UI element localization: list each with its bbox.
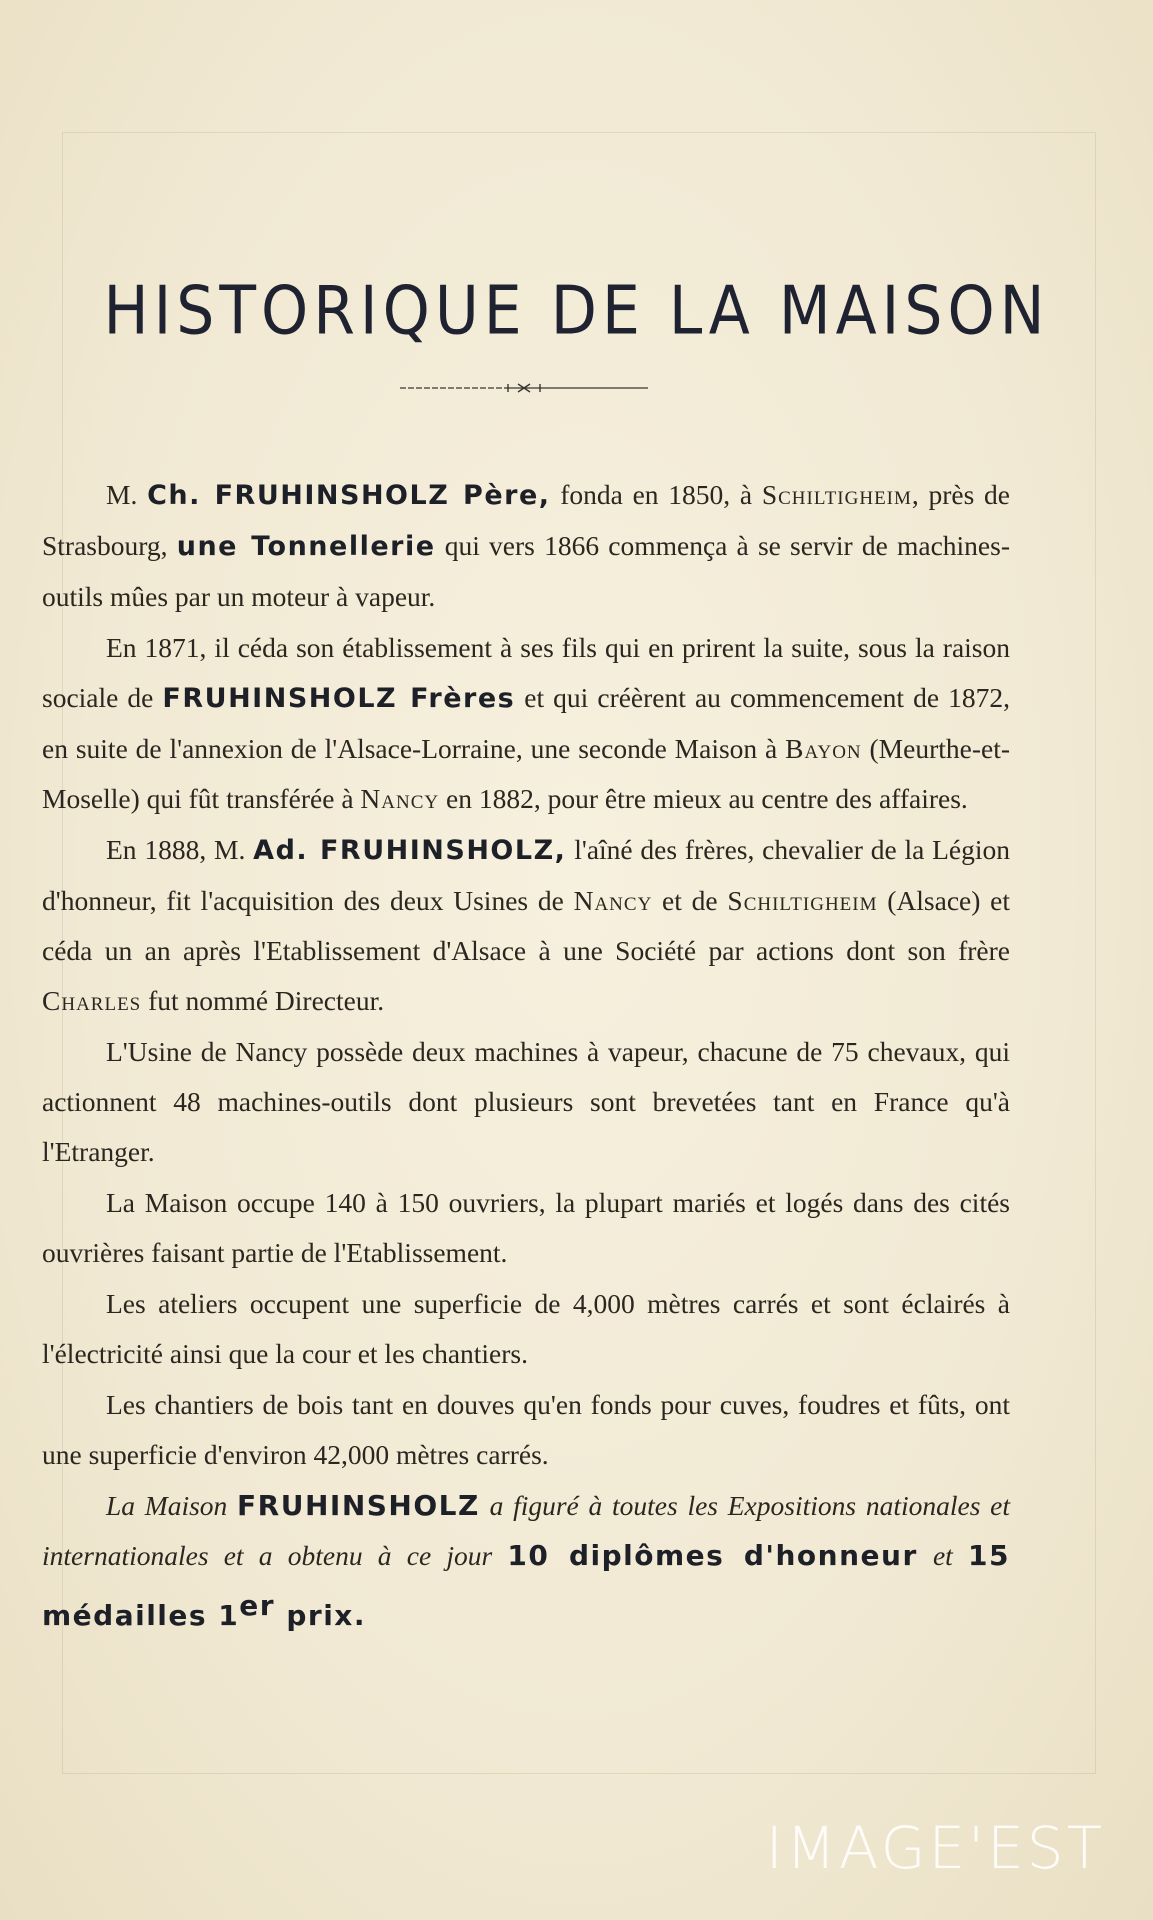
paragraph-sons — [42, 623, 1010, 824]
text-span: et — [917, 1540, 969, 1571]
paragraph-founding — [42, 470, 1010, 622]
award-suffix: prix. — [275, 1599, 367, 1633]
text-span: La Maison — [106, 1490, 238, 1521]
award-count: 15 médailles 1 — [42, 1539, 1010, 1633]
text-span: et de — [652, 885, 728, 916]
paragraph-awards — [42, 1481, 1010, 1641]
text-span: En 1871, il céda son établissement à ses fils qui en prirent la suite, sous la raison sociale de — [42, 632, 1010, 713]
award-count: 10 diplômes d'honneur — [507, 1539, 918, 1572]
paragraph-acquisition — [42, 825, 1010, 1026]
business-name: une Tonnellerie — [176, 531, 436, 562]
text-span: fonda en 1850, à — [550, 479, 762, 510]
text-span: qui vers 1866 commença à se servir de machines-outils mûes par un moteur à vapeur. — [42, 530, 1010, 612]
place-name: Bayon — [785, 733, 862, 764]
paragraph-factory: L'Usine de Nancy possède deux machines à vapeur, chacune de 75 chevaux, qui actionnent 48 machines-outils dont plusieurs sont brevetées tant en France qu'à l'Etranger. — [42, 1036, 1010, 1167]
place-name: Nancy — [573, 885, 653, 916]
person-name: Charles — [42, 985, 142, 1016]
ornament-divider — [400, 382, 648, 394]
page-title: HISTORIQUE DE LA MAISON — [103, 271, 1050, 351]
text-span: a figuré à toutes les Expositions nationales et internationales et a obtenu à ce jour — [42, 1490, 1010, 1571]
text-span: En 1888, M. — [106, 834, 254, 865]
text-span: M. — [106, 479, 148, 510]
text-span: l'aîné des frères, chevalier de la Légion d'honneur, fit l'acquisition des deux Usines de — [42, 834, 1011, 916]
paragraph-workshops: Les ateliers occupent une superficie de 4,000 mètres carrés et sont éclairés à l'électricité ainsi que la cour et les chantiers. — [42, 1288, 1010, 1369]
superscript: er — [239, 1589, 276, 1622]
paragraph-yards: Les chantiers de bois tant en douves qu'en fonds pour cuves, foudres et fûts, ont une superficie d'environ 42,000 mètres carrés. — [42, 1389, 1010, 1470]
company-name: FRUHINSHOLZ — [237, 1489, 480, 1522]
text-span: en 1882, pour être mieux au centre des affaires. — [439, 783, 968, 814]
paragraph-workers: La Maison occupe 140 à 150 ouvriers, la plupart mariés et logés dans des cités ouvrières faisant partie de l'Etablissement. — [42, 1187, 1010, 1268]
person-name: Ad. FRUHINSHOLZ, — [253, 835, 567, 866]
founder-name: Ch. FRUHINSHOLZ Père, — [147, 480, 551, 511]
place-name: Schiltigheim — [761, 479, 912, 510]
history-text — [42, 470, 1010, 1642]
place-name: Nancy — [360, 783, 440, 814]
company-name: FRUHINSHOLZ Frères — [162, 683, 516, 714]
text-span: et qui créèrent au commencement de 1872, en suite de l'annexion de l'Alsace-Lorraine, une seconde Maison à — [42, 682, 1010, 764]
watermark: IMAGE'EST — [765, 1814, 1105, 1882]
text-span: , près de Strasbourg, — [42, 479, 1011, 561]
text-span: (Meurthe-et-Moselle) qui fût transférée à — [42, 733, 1011, 814]
text-span: fut nommé Directeur. — [141, 985, 385, 1016]
text-span: (Alsace) et céda un an après l'Etablissement d'Alsace à une Société par actions dont son frère — [42, 885, 1011, 966]
place-name: Schiltigheim — [727, 885, 878, 916]
